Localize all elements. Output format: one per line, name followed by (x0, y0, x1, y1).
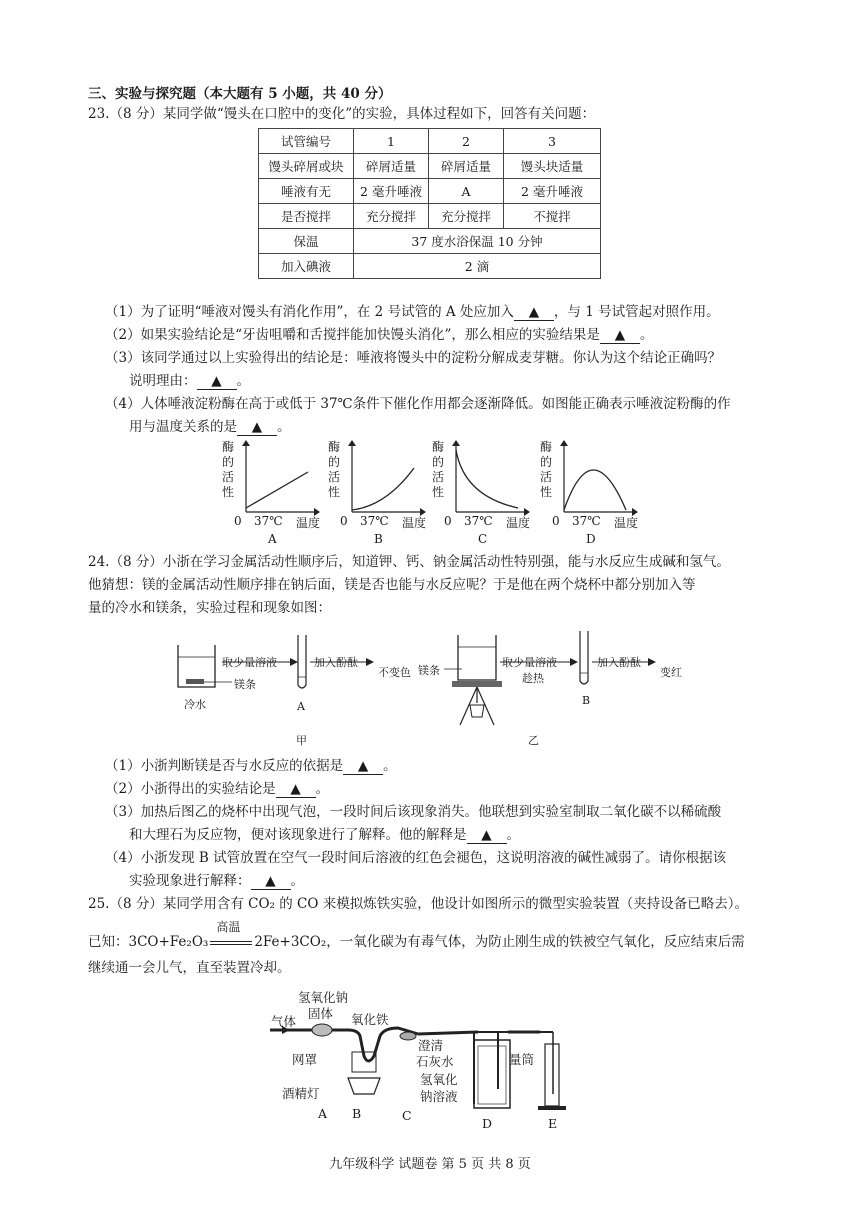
q23-stem: 23.（8 分）某同学做“馒头在口腔中的变化”的实验，具体过程如下，回答有关问题： (88, 106, 596, 122)
label-limewater-1: 澄清 (418, 1038, 444, 1053)
table-cell: 2 毫升唾液 (354, 179, 429, 204)
answer-blank[interactable]: ▲ (197, 374, 237, 390)
table-cell: 1 (354, 129, 429, 154)
graph-letter: A (268, 532, 277, 546)
table-cell: 2 (429, 129, 504, 154)
label-no-color: 不变色 (378, 666, 411, 679)
q25-stem: 25.（8 分）某同学用含有 CO₂ 的 CO 来模拟炼铁实验，他设计如图所示的微型实验装置（夹持设备已略去）。 (88, 896, 748, 912)
label-mesh: 网罩 (292, 1052, 318, 1067)
graph-origin: 0 (444, 514, 452, 528)
table-cell: 充分搅拌 (354, 204, 429, 229)
y-label-char: 的 (432, 455, 445, 469)
label-cold-water: 冷水 (184, 698, 206, 711)
table-row (259, 254, 601, 279)
graph-x-label: 温度 (506, 516, 531, 530)
label-b: B (352, 1106, 362, 1121)
y-label-char: 活 (432, 470, 445, 484)
table-cell: 是否搅拌 (259, 204, 354, 229)
reaction-condition (208, 920, 254, 952)
table-cell: 馒头块适量 (504, 154, 601, 179)
table-cell: 唾液有无 (259, 179, 354, 204)
label-turn-red: 变红 (660, 666, 682, 679)
table-cell: 3 (504, 129, 601, 154)
q23-sub2 (105, 325, 653, 345)
table-cell: 馒头碎屑或块 (259, 154, 354, 179)
y-label-char: 活 (540, 470, 553, 484)
table-cell: 碎屑适量 (354, 154, 429, 179)
text: （1）小浙判断镁是否与水反应的依据是 (105, 758, 344, 774)
condition-text: 高温 (216, 920, 241, 934)
beaker-yi (452, 635, 502, 725)
q23-sub4: （4）人体唾液淀粉酶在高于或低于 37℃条件下催化作用都会逐渐降低。如图能正确表示唾液淀粉酶的作 (105, 396, 731, 412)
table-cell: 2 毫升唾液 (504, 179, 601, 204)
table-cell: 试管编号 (259, 129, 354, 154)
label-c: C (402, 1108, 412, 1123)
q25-known (88, 920, 745, 952)
table-row (259, 179, 601, 204)
label-add-phenol: 加入酚酞 (314, 656, 358, 669)
text: 已知：3CO+Fe₂O₃ (88, 934, 209, 950)
text: 和大理石为反应物，便对该现象进行了解释。他的解释是 (129, 827, 467, 843)
page-footer: 九年级科学 试题卷 第 5 页 共 8 页 (329, 1157, 531, 1172)
enzyme-graph (430, 440, 540, 545)
table-cell: 充分搅拌 (429, 204, 504, 229)
text: 。 (506, 827, 520, 843)
answer-blank[interactable]: ▲ (600, 328, 640, 344)
graph-tick-37: 37℃ (254, 514, 283, 528)
graph-axes (326, 440, 436, 520)
graph-tick-37: 37℃ (464, 514, 493, 528)
naoh-solid-section (312, 1024, 332, 1036)
q24-sub3: （3）加热后图乙的烧杯中出现气泡，一段时间后该现象消失。他联想到实验室制取二氧化碳不以稀硫酸 (105, 804, 722, 820)
answer-blank[interactable]: ▲ (251, 874, 291, 890)
y-label-char: 性 (432, 485, 445, 499)
graph-letter: C (478, 532, 488, 546)
measuring-cylinder (545, 1044, 559, 1106)
label-add-phenol-2: 加入酚酞 (597, 656, 641, 669)
label-cylinder: 量筒 (509, 1052, 535, 1067)
graph-y-label (432, 440, 446, 500)
table-cell: 保温 (259, 229, 354, 254)
graph-axes (220, 440, 330, 520)
text: ，与 1 号试管起对照作用。 (553, 304, 720, 320)
graph-x-label: 温度 (402, 516, 427, 530)
q24-sub2 (105, 779, 329, 799)
tube-b (580, 631, 588, 684)
graph-origin: 0 (552, 514, 560, 528)
text: 。 (236, 373, 250, 389)
enzyme-graph (220, 440, 330, 545)
label-mg-strip-2: 镁条 (418, 664, 440, 677)
table-row (259, 204, 601, 229)
q24-stem-3: 量的冷水和镁条，实验过程和现象如图： (88, 600, 331, 616)
y-label-char: 的 (222, 455, 235, 469)
section-title: 三、实验与探究题（本大题有 5 小题，共 40 分） (88, 86, 392, 102)
q24-stem-2: 他猜想：镁的金属活动性顺序排在钠后面，镁是否也能与水反应呢？于是他在两个烧杯中都分别加入等 (88, 577, 696, 593)
graph-origin: 0 (340, 514, 348, 528)
q23-sub3-reason (129, 371, 250, 391)
y-label-char: 性 (540, 485, 553, 499)
graph-tick-37: 37℃ (360, 514, 389, 528)
label-d: D (482, 1116, 493, 1131)
answer-blank[interactable]: ▲ (467, 828, 507, 844)
naoh-solution-bottle (474, 1040, 510, 1108)
graph-y-label (222, 440, 236, 500)
alcohol-lamp (348, 1078, 380, 1094)
text: （2）小浙得出的实验结论是 (105, 781, 276, 797)
label-iron-oxide: 氧化铁 (351, 1012, 389, 1027)
q24-sub4: （4）小浙发现 B 试管放置在空气一段时间后溶液的红色会褪色，这说明溶液的碱性减弱了。请你根据该 (105, 850, 727, 866)
label-while-hot: 趁热 (522, 672, 544, 685)
q23-sub1 (105, 302, 720, 322)
label-jia: 甲 (296, 734, 307, 747)
q23-sub3: （3）该同学通过以上实验得出的结论是：唾液将馒头中的淀粉分解成麦芽糖。你认为这个结论正确吗？ (105, 350, 722, 366)
label-take-small: 取少量溶液 (222, 656, 277, 669)
answer-blank[interactable]: ▲ (514, 305, 554, 321)
text: 2Fe+3CO₂，一氧化碳为有毒气体，为防止刚生成的铁被空气氧化，反应结束后需 (254, 934, 745, 950)
graph-axes (430, 440, 540, 520)
y-label-char: 酶 (328, 440, 341, 454)
answer-blank[interactable]: ▲ (237, 420, 277, 436)
table-cell: 37 度水浴保温 10 分钟 (354, 229, 601, 254)
label-naoh-sol-1: 氢氧化 (420, 1072, 458, 1087)
graph-letter: D (586, 532, 596, 546)
q23-sub4-b (129, 417, 291, 437)
y-label-char: 活 (222, 470, 235, 484)
text: 。 (315, 781, 330, 797)
y-label-char: 酶 (432, 440, 445, 454)
label-naoh-solid-1: 氢氧化钠 (298, 990, 349, 1005)
table-cell: 碎屑适量 (429, 154, 504, 179)
table-row (259, 229, 601, 254)
label-tube-a: A (297, 700, 305, 713)
label-mg-strip: 镁条 (234, 678, 256, 691)
text: 。 (639, 327, 654, 343)
y-label-char: 的 (328, 455, 341, 469)
table-row (259, 129, 601, 154)
y-label-char: 性 (328, 485, 341, 499)
graph-x-label: 温度 (614, 516, 639, 530)
q24-sub1 (105, 756, 397, 776)
q24-sub4-b (129, 871, 304, 891)
table-cell: A (429, 179, 504, 204)
label-take-small-2: 取少量溶液 (502, 656, 557, 669)
label-naoh-sol-2: 钠溶液 (420, 1089, 458, 1104)
table-cell: 不搅拌 (504, 204, 601, 229)
text: 。 (277, 419, 291, 435)
text: 说明理由： (129, 373, 197, 389)
label-lamp: 酒精灯 (282, 1086, 320, 1101)
equals-sign (210, 941, 252, 945)
q23-experiment-table (258, 128, 601, 279)
label-e: E (548, 1116, 558, 1131)
y-label-char: 酶 (222, 440, 235, 454)
text: 。 (383, 758, 397, 774)
text: 。 (290, 873, 304, 889)
beaker-jia (178, 645, 215, 687)
label-naoh-solid-2: 固体 (308, 1006, 334, 1021)
answer-blank[interactable]: ▲ (276, 782, 316, 798)
graph-origin: 0 (234, 514, 242, 528)
graph-tick-37: 37℃ (572, 514, 601, 528)
table-cell: 2 滴 (354, 254, 601, 279)
answer-blank[interactable]: ▲ (343, 759, 383, 775)
enzyme-graph (538, 440, 648, 545)
label-a: A (318, 1106, 328, 1121)
graph-y-label (328, 440, 342, 500)
text: 实验现象进行解释： (129, 873, 251, 889)
text: 用与温度关系的是 (129, 419, 237, 435)
label-yi: 乙 (528, 734, 539, 747)
label-tube-b: B (582, 694, 591, 707)
graph-axes (538, 440, 648, 520)
graph-letter: B (374, 532, 383, 546)
enzyme-graph (326, 440, 436, 545)
tube-a (298, 635, 306, 688)
q24-sub3-b (129, 825, 520, 845)
text: （2）如果实验结论是“牙齿咀嚼和舌搅拌能加快馒头消化”，那么相应的实验结果是 (105, 327, 600, 343)
q24-stem-1: 24.（8 分）小浙在学习金属活动性顺序后，知道钾、钙、钠金属活动性特别强，能与水反应生成碱和氢气。 (88, 554, 730, 570)
y-label-char: 的 (540, 455, 553, 469)
limewater-bulb (400, 1032, 416, 1040)
graph-y-label (540, 440, 554, 500)
y-label-char: 性 (222, 485, 235, 499)
text: （1）为了证明“唾液对馒头有消化作用”，在 2 号试管的 A 处应加入 (105, 304, 514, 320)
q25-known-2: 继续通一会儿气，直至装置冷却。 (88, 960, 291, 976)
graph-x-label: 温度 (296, 516, 321, 530)
y-label-char: 酶 (540, 440, 553, 454)
label-limewater-2: 石灰水 (416, 1054, 454, 1069)
y-label-char: 活 (328, 470, 341, 484)
table-row (259, 154, 601, 179)
label-gas: 气体 (271, 1014, 297, 1029)
table-cell: 加入碘液 (259, 254, 354, 279)
